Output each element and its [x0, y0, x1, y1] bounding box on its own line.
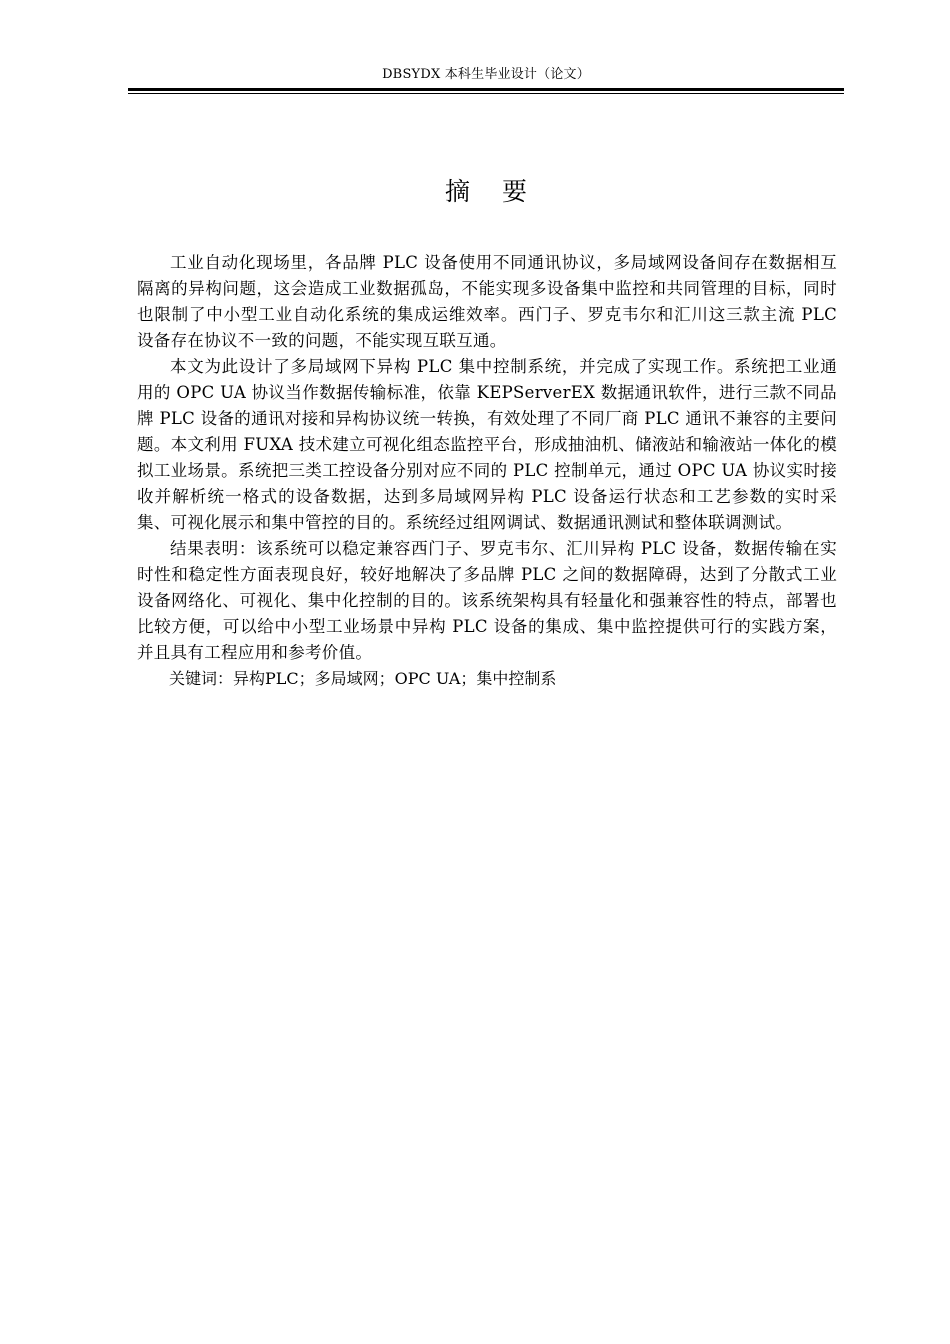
header-rule-thin — [128, 93, 844, 94]
abstract-paragraph-1: 工业自动化现场里，各品牌 PLC 设备使用不同通讯协议，多局域网设备间存在数据相互隔离的异构问题，这会造成工业数据孤岛，不能实现多设备集中监控和共同管理的目标，同时也限制了中小型工业自动化系统的集成运维效率。西门子、罗克韦尔和汇川这三款主流 PLC 设备存在协议不一致的问题，不能实现互联互通。 — [137, 253, 837, 350]
abstract-body — [137, 250, 837, 692]
keywords-text: 异构PLC；多局域网；OPC UA；集中控制系 — [233, 669, 557, 688]
abstract-title: 摘 要 — [445, 177, 539, 206]
header-rule-thick — [128, 88, 844, 91]
keywords-line — [137, 666, 837, 692]
running-header: DBSYDX 本科生毕业设计（论文） — [382, 67, 590, 82]
abstract-paragraph-3: 结果表明：该系统可以稳定兼容西门子、罗克韦尔、汇川异构 PLC 设备，数据传输在实时性和稳定性方面表现良好，较好地解决了多品牌 PLC 之间的数据障碍，达到了分散式工业设备网络化、可视化、集中化控制的目的。该系统架构具有轻量化和强兼容性的特点，部署也比较方便，可以给中小型工业场景中异构 PLC 设备的集成、集中监控提供可行的实践方案，并且具有工程应用和参考价值。 — [137, 539, 837, 662]
abstract-paragraph-2: 本文为此设计了多局域网下异构 PLC 集中控制系统，并完成了实现工作。系统把工业通用的 OPC UA 协议当作数据传输标准，依靠 KEPServerEX 数据通讯软件，进行三款不同品牌 PLC 设备的通讯对接和异构协议统一转换，有效处理了不同厂商 PLC 通讯不兼容的主要问题。本文利用 FUXA 技术建立可视化组态监控平台，形成抽油机、储液站和输液站一体化的模拟工业场景。系统把三类工控设备分别对应不同的 PLC 控制单元，通过 OPC UA 协议实时接收并解析统一格式的设备数据，达到多局域网异构 PLC 设备运行状态和工艺参数的实时采集、可视化展示和集中管控的目的。系统经过组网调试、数据通讯测试和整体联调测试。 — [137, 357, 837, 532]
keywords-label: 关键词： — [169, 669, 234, 688]
